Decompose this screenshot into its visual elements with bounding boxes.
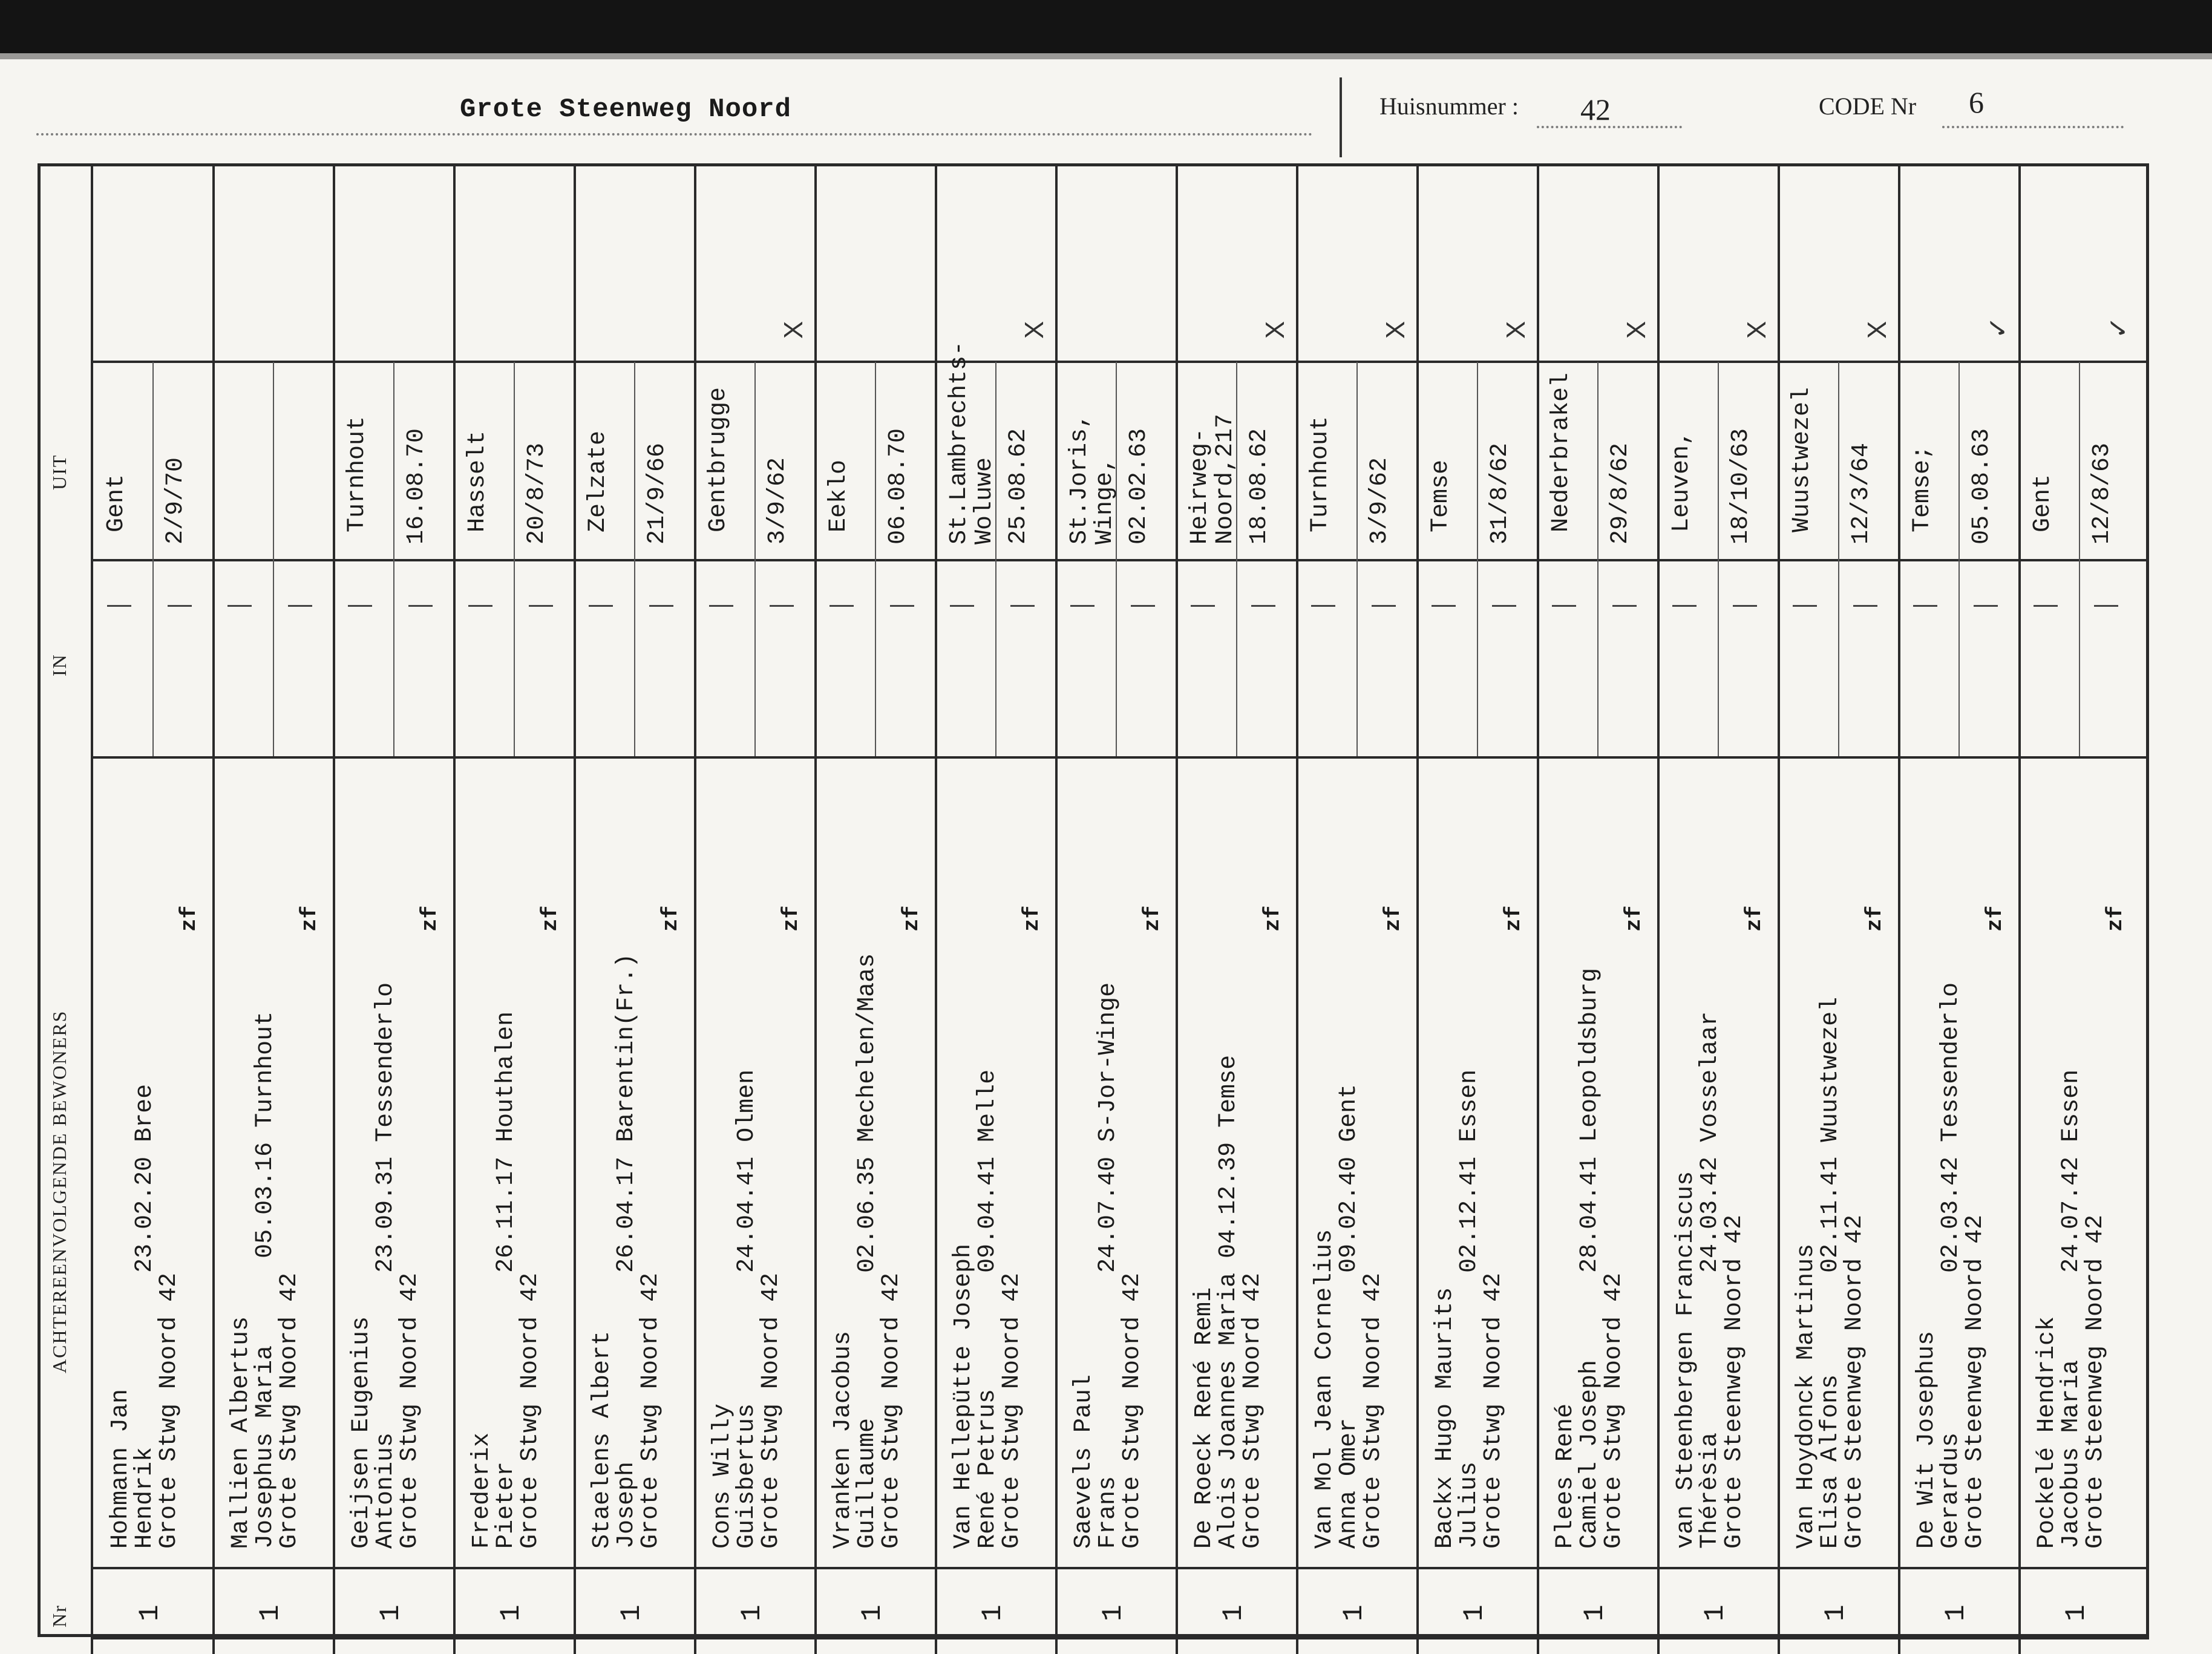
header-separator — [1340, 77, 1342, 157]
uit-in-subdivider — [2079, 362, 2080, 756]
in-dash — [1853, 605, 1877, 607]
in-dash — [468, 605, 492, 607]
resident-entry: Staelens Albert Joseph 26.04.17 Barentin(Fr.) Grote Stwg Noord 42 — [589, 953, 664, 1549]
uit-in-subdivider — [634, 362, 635, 756]
uit-place: Temse — [1427, 459, 1454, 532]
uit-date: 21/9/66 — [644, 442, 671, 544]
check-mark: ✓ — [2104, 316, 2133, 339]
street-field — [36, 91, 1313, 136]
resident-entry: Vranken Jacobus Guillaume 02.06.35 Mechelen/Maas Grote Stwg Noord 42 — [830, 953, 905, 1549]
row-divider — [1296, 163, 1298, 1654]
in-dash — [1010, 605, 1035, 607]
row-divider — [212, 163, 215, 1654]
row-divider — [694, 163, 696, 1654]
zf-note: zf — [1983, 905, 2007, 932]
check-mark: X — [1019, 321, 1049, 339]
row-number: 1 — [1579, 1604, 1611, 1621]
zf-note: zf — [1621, 905, 1646, 932]
uit-place: Turnhout — [1307, 416, 1334, 532]
check-mark: X — [1621, 321, 1651, 339]
resident-entry: Geijsen Eugenius Antonius 23.09.31 Tessenderlo Grote Stwg Noord 42 — [348, 982, 424, 1549]
resident-entry: De Roeck René Remi Alois Joannes Maria 04.12.39 Temse Grote Stwg Noord 42 — [1191, 1054, 1266, 1549]
in-dash — [1672, 605, 1697, 607]
col-label-in: IN — [48, 653, 70, 676]
uit-in-subdivider — [1718, 362, 1719, 756]
check-mark: ✓ — [1983, 316, 2013, 339]
check-mark: X — [1742, 321, 1772, 339]
zf-note: zf — [538, 905, 563, 932]
resident-entry: Pockelé Hendrick Jacobus Maria 24.07.42 Essen Grote Steenweg Noord 42 — [2034, 1069, 2109, 1549]
huisnummer-label: Huisnummer : — [1379, 93, 1519, 120]
resident-entry: Van Hoydonck Martinus Elisa Alfons 02.11.41 Wuustwezel Grote Steenweg Noord 42 — [1793, 996, 1868, 1549]
zf-note: zf — [417, 905, 442, 932]
zf-note: zf — [779, 905, 803, 932]
zf-note: zf — [1501, 905, 1526, 932]
zf-note: zf — [1381, 905, 1405, 932]
resident-entry: Van Hellepütte Joseph René Petrus 09.04.41 Melle Grote Stwg Noord 42 — [950, 1069, 1026, 1549]
uit-date: 02.02.63 — [1125, 428, 1153, 544]
uit-place: Gent — [2029, 474, 2057, 532]
uit-date: 12/3/64 — [1848, 442, 1875, 544]
row-divider — [1778, 163, 1780, 1654]
row-divider — [453, 163, 456, 1654]
in-dash — [1432, 605, 1456, 607]
uit-place: St.Joris, Winge, — [1066, 413, 1119, 544]
zf-note: zf — [1260, 905, 1285, 932]
uit-date: 05.08.63 — [1968, 428, 1995, 544]
check-mark: X — [779, 321, 808, 339]
resident-entry: van Steenbergen Franciscus Thérèsia 24.03.42 Vosselaar Grote Steenweg Noord 42 — [1672, 1011, 1748, 1549]
uit-date: 18.08.62 — [1246, 428, 1273, 544]
table-bottom-line — [92, 1637, 2149, 1639]
uit-place: Temse; — [1909, 445, 1936, 532]
zf-note: zf — [297, 905, 322, 932]
row-divider — [574, 163, 576, 1654]
in-dash — [107, 605, 131, 607]
in-dash — [1191, 605, 1215, 607]
row-number: 1 — [134, 1604, 166, 1621]
zf-note: zf — [899, 905, 924, 932]
in-dash — [1070, 605, 1095, 607]
check-mark: X — [1501, 321, 1531, 339]
row-number: 1 — [1820, 1604, 1851, 1621]
in-dash — [649, 605, 673, 607]
row-number: 1 — [977, 1604, 1009, 1621]
scan-top-border — [0, 0, 2212, 53]
uit-place: Gentbrugge — [705, 387, 732, 532]
uit-place: St.Lambrechts- Woluwe — [946, 341, 998, 544]
uit-place: Leuven, — [1668, 430, 1695, 532]
bewoners-top-line — [92, 756, 2149, 759]
uit-date: 16.08.70 — [403, 428, 430, 544]
zf-note: zf — [2103, 905, 2128, 932]
check-mark: X — [1260, 321, 1290, 339]
resident-entry: Cons Willy Guisbertus 24.04.41 Olmen Grote Stwg Noord 42 — [709, 1069, 785, 1549]
in-top-line — [92, 559, 2149, 561]
uit-place: Eeklo — [825, 459, 852, 532]
resident-entry: Mallien Albertus Josephus Maria 05.03.16 Turnhout Grote Stwg Noord 42 — [227, 1011, 303, 1549]
resident-entry: Van Mol Jean Cornelius Anna Omer 09.02.40 Gent Grote Stwg Noord 42 — [1311, 1084, 1387, 1549]
in-dash — [1131, 605, 1155, 607]
in-dash — [709, 605, 733, 607]
row-number: 1 — [1098, 1604, 1129, 1621]
resident-entry: Frederix Pieter 26.11.17 Houthalen Grote Stwg Noord 42 — [468, 1011, 544, 1549]
resident-entry: Hohmann Jan Hendrik 23.02.20 Bree Grote Stwg Noord 42 — [107, 1084, 183, 1549]
in-dash — [1251, 605, 1275, 607]
code-label: CODE Nr — [1819, 93, 1917, 120]
uit-place: Wuustwezel — [1788, 387, 1816, 532]
uit-date: 3/9/62 — [1366, 457, 1393, 544]
row-divider — [1898, 163, 1900, 1654]
col-label-uit: UIT — [48, 454, 70, 490]
row-number: 1 — [857, 1604, 888, 1621]
uit-in-subdivider — [754, 362, 756, 756]
in-dash — [2034, 605, 2058, 607]
huisnummer-value: 42 — [1580, 93, 1611, 126]
in-dash — [950, 605, 974, 607]
label-column-divider — [91, 163, 93, 1654]
row-number: 1 — [616, 1604, 647, 1621]
uit-in-subdivider — [1958, 362, 1960, 756]
in-dash — [227, 605, 252, 607]
row-number: 1 — [736, 1604, 768, 1621]
uit-date: 12/8/63 — [2089, 442, 2116, 544]
in-dash — [1372, 605, 1396, 607]
uit-place: Hasselt — [464, 430, 491, 532]
row-number: 1 — [2061, 1604, 2092, 1621]
row-number: 1 — [375, 1604, 407, 1621]
uit-in-subdivider — [152, 362, 154, 756]
resident-entry: Saevels Paul Frans 24.07.40 S-Jor-Winge Grote Stwg Noord 42 — [1070, 982, 1146, 1549]
in-dash — [770, 605, 794, 607]
col-label-nr: Nr — [48, 1604, 70, 1627]
in-dash — [589, 605, 613, 607]
uit-in-subdivider — [1838, 362, 1839, 756]
uit-in-subdivider — [1356, 362, 1358, 756]
in-dash — [1733, 605, 1757, 607]
in-dash — [288, 605, 312, 607]
nr-top-line — [92, 1567, 2149, 1569]
uit-date: 18/10/63 — [1727, 428, 1755, 544]
row-divider — [1416, 163, 1419, 1654]
uit-date: 20/8/73 — [523, 442, 551, 544]
zf-note: zf — [658, 905, 683, 932]
row-divider — [1176, 163, 1178, 1654]
uit-date: 29/8/62 — [1607, 442, 1634, 544]
in-dash — [529, 605, 553, 607]
check-mark: X — [1381, 321, 1410, 339]
uit-top-line — [92, 361, 2149, 363]
in-dash — [890, 605, 914, 607]
col-label-bewoners: ACHTEREENVOLGENDE BEWONERS — [48, 1010, 70, 1373]
uit-in-subdivider — [1477, 362, 1478, 756]
in-dash — [1311, 605, 1335, 607]
uit-place: Nederbrakel — [1548, 372, 1575, 532]
street-name: Grote Steenweg Noord — [460, 94, 792, 125]
zf-note: zf — [1019, 905, 1044, 932]
uit-in-subdivider — [1597, 362, 1598, 756]
row-number: 1 — [1338, 1604, 1370, 1621]
in-dash — [830, 605, 854, 607]
row-divider — [1657, 163, 1660, 1654]
row-divider — [1055, 163, 1058, 1654]
in-dash — [1492, 605, 1516, 607]
zf-note: zf — [177, 905, 201, 932]
in-dash — [1974, 605, 1998, 607]
in-dash — [1913, 605, 1937, 607]
row-number: 1 — [496, 1604, 527, 1621]
in-dash — [168, 605, 192, 607]
zf-note: zf — [1742, 905, 1767, 932]
uit-place: Heirweg- Noord,217 — [1186, 413, 1239, 544]
scan-top-shadow — [0, 53, 2212, 59]
row-number: 1 — [255, 1604, 286, 1621]
row-divider — [333, 163, 335, 1654]
uit-in-subdivider — [875, 362, 876, 756]
in-dash — [1793, 605, 1817, 607]
resident-entry: Backx Hugo Maurits Julius 02.12.41 Essen Grote Stwg Noord 42 — [1432, 1069, 1507, 1549]
uit-date: 3/9/62 — [764, 457, 791, 544]
zf-note: zf — [1862, 905, 1887, 932]
in-dash — [1552, 605, 1576, 607]
resident-entry: De Wit Josephus Gerardus 02.03.42 Tessenderlo Grote Steenweg Noord 42 — [1913, 982, 1989, 1549]
resident-entry: Plees René Camiel Joseph 28.04.41 Leopoldsburg Grote Stwg Noord 42 — [1552, 967, 1628, 1549]
row-divider — [2018, 163, 2021, 1654]
check-mark: X — [1862, 321, 1892, 339]
row-divider — [814, 163, 817, 1654]
uit-in-subdivider — [393, 362, 394, 756]
row-number: 1 — [1700, 1604, 1731, 1621]
uit-place: Zelzate — [584, 430, 612, 532]
code-value: 6 — [1969, 85, 1984, 119]
in-dash — [1612, 605, 1637, 607]
code-dots — [1942, 126, 2124, 128]
uit-date: 25.08.62 — [1005, 428, 1032, 544]
in-dash — [348, 605, 372, 607]
row-number: 1 — [1218, 1604, 1249, 1621]
uit-place: Turnhout — [344, 416, 371, 532]
uit-date: 06.08.70 — [885, 428, 912, 544]
in-dash — [2094, 605, 2118, 607]
zf-note: zf — [1140, 905, 1165, 932]
uit-place: Gent — [103, 474, 130, 532]
in-dash — [408, 605, 433, 607]
uit-in-subdivider — [273, 362, 274, 756]
row-divider — [1537, 163, 1539, 1654]
row-number: 1 — [1459, 1604, 1490, 1621]
row-divider — [935, 163, 937, 1654]
uit-date: 31/8/62 — [1487, 442, 1514, 544]
uit-in-subdivider — [514, 362, 515, 756]
row-number: 1 — [1940, 1604, 1972, 1621]
uit-date: 2/9/70 — [162, 457, 189, 544]
